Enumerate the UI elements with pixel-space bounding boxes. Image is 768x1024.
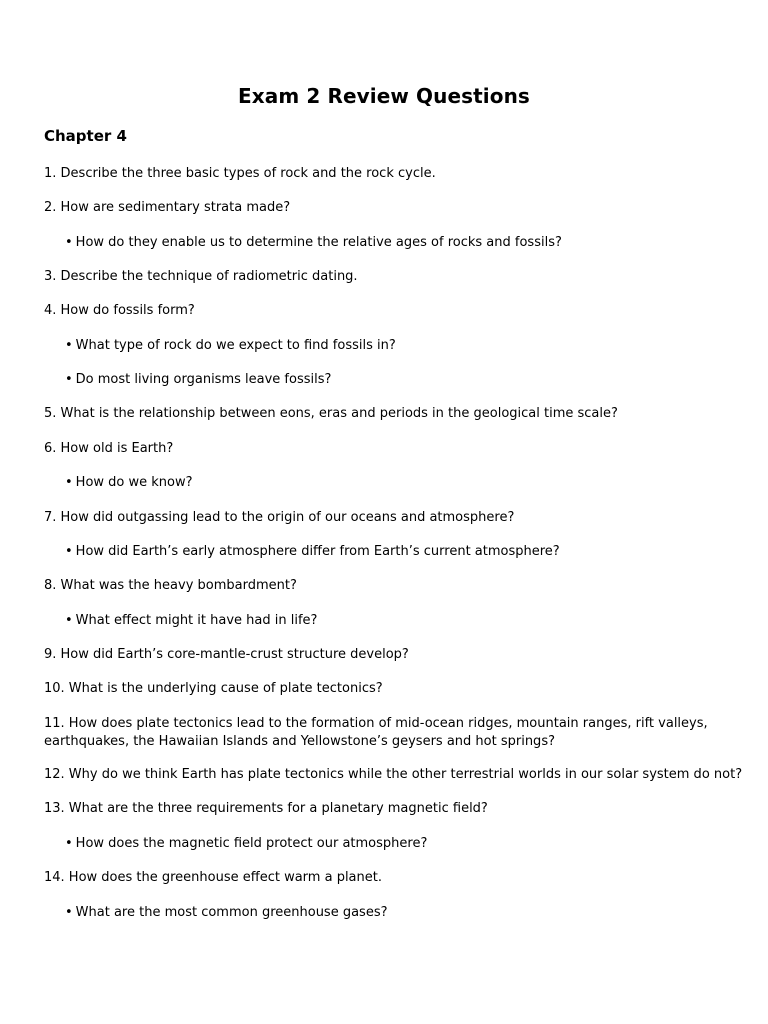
bullet-icon: • [65, 613, 73, 628]
question-4-bullet-1 [65, 337, 396, 355]
question-2-bullet-1 [65, 234, 562, 252]
question-6-bullet-1 [65, 474, 193, 492]
question-6: 6. How old is Earth? [44, 441, 174, 456]
question-11: 11. How does plate tectonics lead to the formation of mid-ocean ridges, mountain ranges, rift valleys, earthquakes, the Hawaiian Islands and Yellowstone’s geysers and hot springs? [44, 716, 708, 749]
question-5: 5. What is the relationship between eons, eras and periods in the geological time scale? [44, 406, 618, 421]
question-2: 2. How are sedimentary strata made? [44, 200, 291, 215]
question-9: 9. How did Earth’s core-mantle-crust structure develop? [44, 647, 409, 662]
question-4-bullet-2 [65, 371, 331, 389]
chapter-heading: Chapter 4 [44, 127, 127, 145]
bullet-text: What are the most common greenhouse gases? [75, 905, 388, 920]
question-4: 4. How do fossils form? [44, 303, 195, 318]
bullet-icon: • [65, 836, 73, 851]
bullet-text: How does the magnetic field protect our atmosphere? [75, 836, 428, 851]
page-title: Exam 2 Review Questions [238, 84, 530, 108]
question-10: 10. What is the underlying cause of plate tectonics? [44, 681, 383, 696]
bullet-icon: • [65, 338, 73, 353]
bullet-icon: • [65, 475, 73, 490]
bullet-text: Do most living organisms leave fossils? [75, 372, 332, 387]
question-7-bullet-1 [65, 543, 560, 561]
bullet-text: How did Earth’s early atmosphere differ from Earth’s current atmosphere? [75, 544, 560, 559]
bullet-icon: • [65, 235, 73, 250]
question-8: 8. What was the heavy bombardment? [44, 578, 297, 593]
question-7: 7. How did outgassing lead to the origin of our oceans and atmosphere? [44, 510, 515, 525]
question-3: 3. Describe the technique of radiometric dating. [44, 269, 358, 284]
question-13-bullet-1 [65, 835, 427, 853]
bullet-text: What effect might it have had in life? [75, 613, 318, 628]
bullet-text: What type of rock do we expect to find fossils in? [75, 338, 396, 353]
question-8-bullet-1 [65, 612, 317, 630]
question-12: 12. Why do we think Earth has plate tectonics while the other terrestrial worlds in our solar system do not? [44, 767, 743, 782]
bullet-icon: • [65, 905, 73, 920]
bullet-icon: • [65, 544, 73, 559]
question-13: 13. What are the three requirements for a planetary magnetic field? [44, 801, 488, 816]
bullet-icon: • [65, 372, 73, 387]
question-14-bullet-1 [65, 904, 388, 922]
bullet-text: How do we know? [75, 475, 193, 490]
question-14: 14. How does the greenhouse effect warm a planet. [44, 870, 382, 885]
bullet-text: How do they enable us to determine the relative ages of rocks and fossils? [75, 235, 562, 250]
question-1: 1. Describe the three basic types of rock and the rock cycle. [44, 166, 436, 181]
